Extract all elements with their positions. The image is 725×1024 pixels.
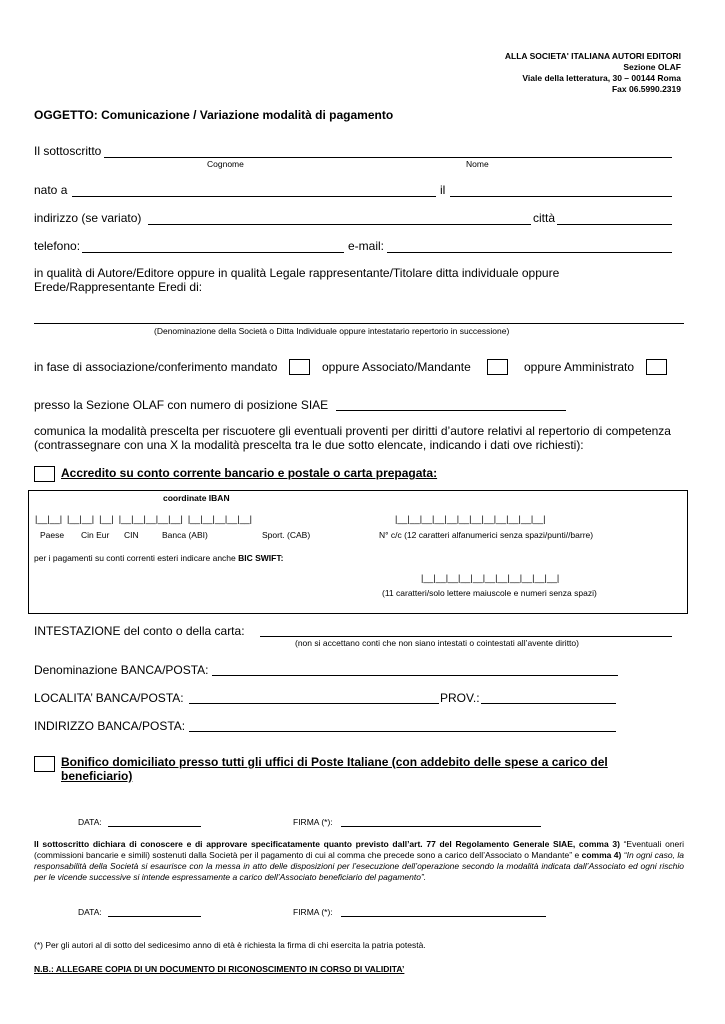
denominazione-field[interactable] xyxy=(34,323,684,324)
paese-caption: Paese xyxy=(40,530,65,540)
data1-field[interactable] xyxy=(108,826,201,827)
indirizzo-banca-label: INDIRIZZO BANCA/POSTA: xyxy=(34,719,186,733)
posizione-field[interactable] xyxy=(336,410,566,411)
nato-label: nato a xyxy=(34,183,68,197)
comunica-text: comunica la modalità prescelta per riscuotere gli eventuali proventi per diritti d’autore relativi al repertorio di competenza (contrassegnare con una X la modalità prescelta tra le due sotto elencate, indicando i dati ove richiesti): xyxy=(34,424,671,452)
indirizzo-field[interactable] xyxy=(148,224,531,225)
recipient-street: Viale della letteratura, 30 – 00144 Roma xyxy=(522,73,681,83)
declaration-bold: Il sottoscritto dichiara di conoscere e di approvare specificatamente quanto previsto dall’art. 77 del Regolamento Generale SIAE, comma 3) xyxy=(34,839,620,849)
recipient-name: ALLA SOCIETA' ITALIANA AUTORI EDITORI xyxy=(504,51,681,61)
iban-title: coordinate IBAN xyxy=(163,493,230,503)
declaration-italic: “In ogni caso, la responsabilità della Società si esaurisce con la messa in atto delle disposizioni per l’esecuzione dell’operazione secondo la modalità indicata dall’Associato ed ogni rischio per le vicende successive si intende espressamente a carico dell’Associato beneficiario del pagamento”. xyxy=(34,850,684,882)
firma2-label: FIRMA (*): xyxy=(293,907,333,917)
bic-swift-label: BIC SWIFT: xyxy=(238,553,284,563)
posizione-label: presso la Sezione OLAF con numero di posizione SIAE xyxy=(34,398,329,412)
conto-grid[interactable]: |__|__|__|__|__|__|__|__|__|__|__|__| xyxy=(395,514,546,524)
nb-note: N.B.: ALLEGARE COPIA DI UN DOCUMENTO DI RICONOSCIMENTO IN CORSO DI VALIDITA’ xyxy=(34,964,405,974)
footnote: (*) Per gli autori al di sotto del sedicesimo anno di età è richiesta la firma di chi esercita la patria potestà. xyxy=(34,940,426,950)
associato-label: oppure Associato/Mandante xyxy=(322,360,471,374)
conto-caption: N° c/c (12 caratteri alfanumerici senza spazi/punti//barre) xyxy=(379,530,594,540)
indirizzo-banca-field[interactable] xyxy=(189,731,616,732)
subject-title: OGGETTO: Comunicazione / Variazione modalità di pagamento xyxy=(34,108,394,122)
data2-label: DATA: xyxy=(78,907,102,917)
localita-field[interactable] xyxy=(189,703,439,704)
cognome-caption: Cognome xyxy=(207,159,244,169)
email-field[interactable] xyxy=(387,252,672,253)
il-label: il xyxy=(440,183,446,197)
denominazione-caption: (Denominazione della Società o Ditta Individuale oppure intestatario repertorio in successione) xyxy=(154,326,510,336)
intestazione-caption: (non si accettano conti che non siano intestati o cointestati all’avente diritto) xyxy=(295,638,579,648)
firma2-field[interactable] xyxy=(341,916,546,917)
email-label: e-mail: xyxy=(348,239,385,253)
sottoscritto-field[interactable] xyxy=(104,157,672,158)
cab-caption: Sport. (CAB) xyxy=(262,530,311,540)
nato-field[interactable] xyxy=(72,196,436,197)
denominazione-banca-label: Denominazione BANCA/POSTA: xyxy=(34,663,209,677)
fase-mandato-checkbox[interactable] xyxy=(289,359,310,375)
citta-label: città xyxy=(533,211,556,225)
prov-field[interactable] xyxy=(481,703,616,704)
recipient-section: Sezione OLAF xyxy=(623,62,681,72)
declaration-comma4: comma 4) xyxy=(581,850,622,860)
option2-checkbox[interactable] xyxy=(34,756,55,772)
data1-label: DATA: xyxy=(78,817,102,827)
intestazione-field[interactable] xyxy=(260,636,672,637)
data2-field[interactable] xyxy=(108,916,201,917)
localita-label: LOCALITA’ BANCA/POSTA: xyxy=(34,691,184,705)
amministrato-label: oppure Amministrato xyxy=(524,360,635,374)
qualita-text: in qualità di Autore/Editore oppure in qualità Legale rappresentante/Titolare ditta individuale oppure Erede/Rappresentante Eredi di: xyxy=(34,266,560,294)
esteri-text xyxy=(34,553,283,563)
telefono-field[interactable] xyxy=(82,252,344,253)
option1-label: Accredito su conto corrente bancario e postale o carta prepagata: xyxy=(61,466,438,480)
telefono-label: telefono: xyxy=(34,239,81,253)
intestazione-label: INTESTAZIONE del conto o della carta: xyxy=(34,624,245,638)
sottoscritto-label: Il sottoscritto xyxy=(34,144,102,158)
data-nascita-field[interactable] xyxy=(450,196,672,197)
nome-caption: Nome xyxy=(466,159,489,169)
recipient-address xyxy=(505,51,681,95)
prov-label: PROV.: xyxy=(440,691,480,705)
recipient-fax: Fax 06.5990.2319 xyxy=(611,84,681,94)
iban-grid[interactable]: |__|__| |__|__| |__| |__|__|__|__|__| |__|__|__|__|__| xyxy=(35,514,252,524)
denominazione-banca-field[interactable] xyxy=(212,675,618,676)
cin-caption: CIN xyxy=(124,530,139,540)
firma1-field[interactable] xyxy=(341,826,541,827)
fase-label: in fase di associazione/conferimento mandato xyxy=(34,360,278,374)
associato-checkbox[interactable] xyxy=(487,359,508,375)
option2-label: Bonifico domiciliato presso tutti gli uffici di Poste Italiane (con addebito delle spese a carico del beneficiario) xyxy=(61,755,608,783)
esteri-label: per i pagamenti su conti correnti esteri indicare anche xyxy=(34,553,239,563)
amministrato-checkbox[interactable] xyxy=(646,359,667,375)
abi-caption: Banca (ABI) xyxy=(162,530,208,540)
option1-checkbox[interactable] xyxy=(34,466,55,482)
citta-field[interactable] xyxy=(557,224,672,225)
bic-grid[interactable]: |__|__|__|__|__|__|__|__|__|__|__| xyxy=(421,573,560,583)
bic-caption: (11 caratteri/solo lettere maiuscole e numeri senza spazi) xyxy=(382,588,597,598)
declaration-text xyxy=(34,839,684,883)
indirizzo-label: indirizzo (se variato) xyxy=(34,211,142,225)
cin-eur-caption: Cin Eur xyxy=(81,530,110,540)
firma1-label: FIRMA (*): xyxy=(293,817,333,827)
declaration-normal: “Eventuali oneri (commissioni bancarie e simili) sostenuti dalla Società per il pagamento di cui al comma che precede sono a carico dell’Associato o Mandante” e xyxy=(34,839,684,860)
